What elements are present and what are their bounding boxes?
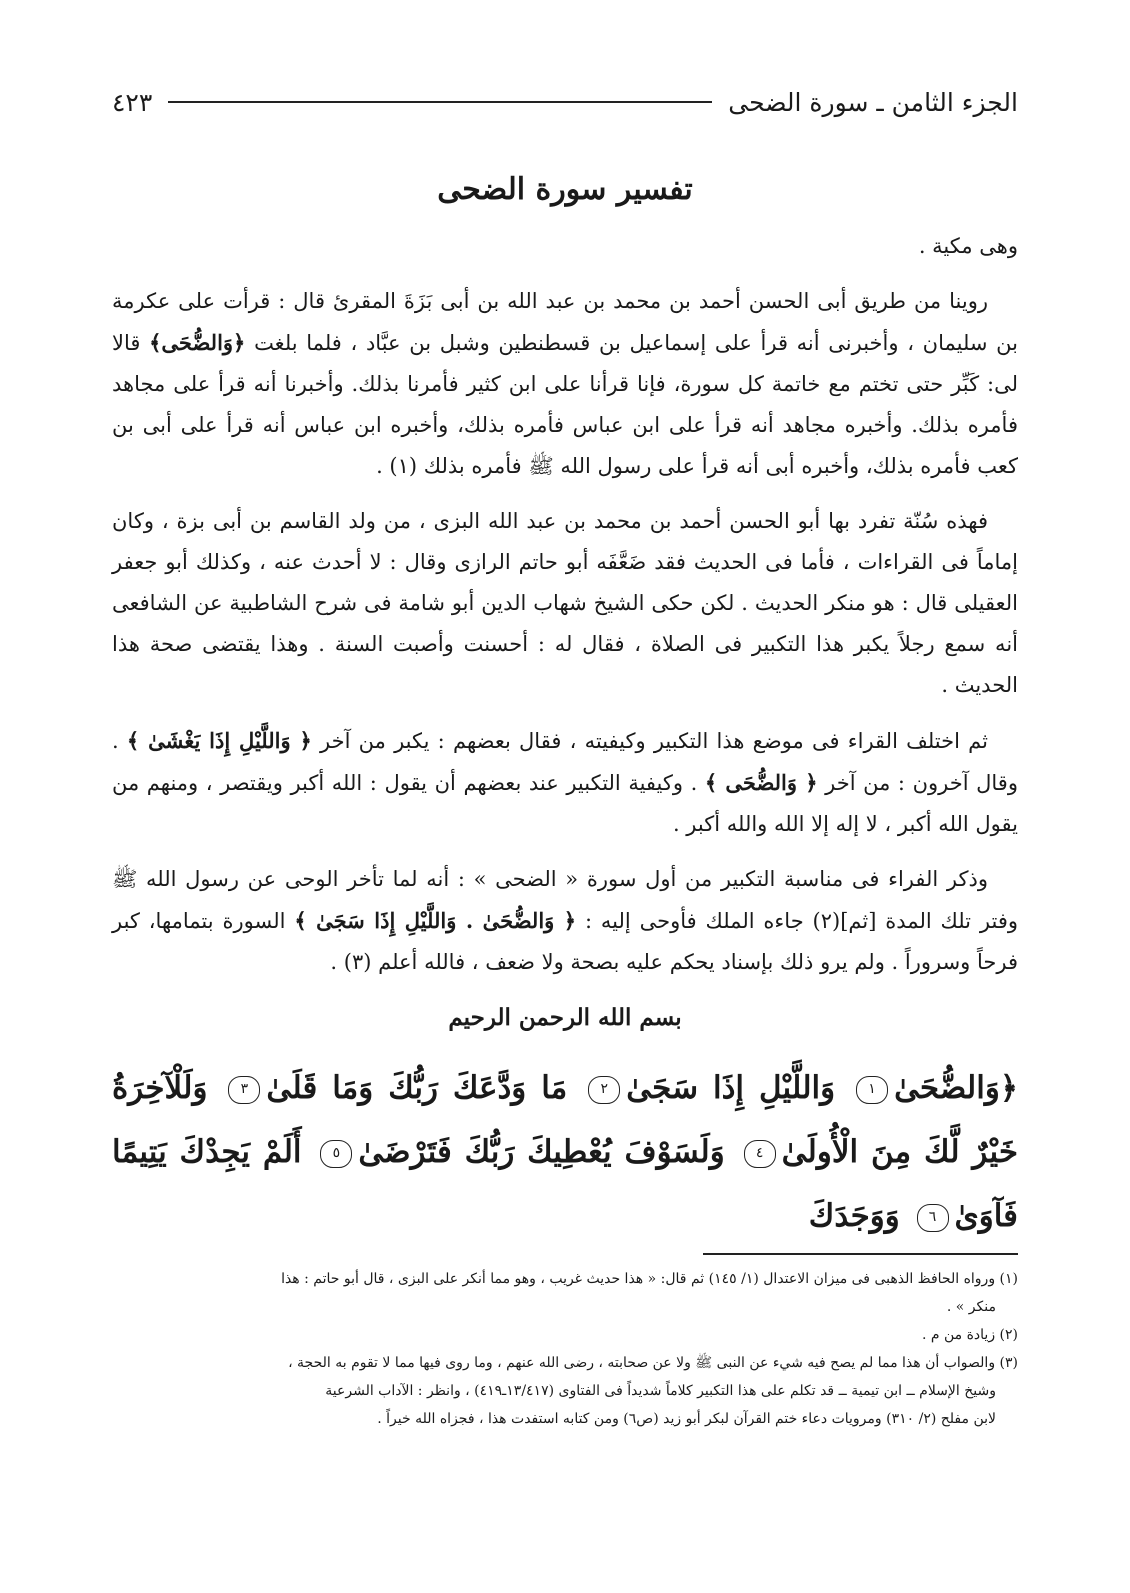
running-header <box>112 82 1018 122</box>
verse-number: ٣ <box>228 1076 260 1104</box>
verse-number: ٢ <box>588 1076 620 1104</box>
paragraph-text: السورة بتمامها، كبر فرحاً وسروراً . ولم يرو ذلك بإسناد يحكم عليه بصحة ولا ضعف ، فالله أعلم (٣) . <box>112 909 1018 974</box>
verse-text: وَوَجَدَكَ <box>808 1198 900 1234</box>
quran-quote: ﴿ وَالضُّحَى ﴾ <box>704 770 818 795</box>
paragraph-text: روينا من طريق أبى الحسن أحمد بن محمد بن عبد الله بن أبى بَزَةَ المقرئ قال : قرأت على عكرمة بن سليمان ، وأخبرنى أنه قرأ على إسماعيل بن قسطنطين وشبل بن عبَّاد ، فلما بلغت <box>112 289 1018 355</box>
quran-verses <box>112 1056 1018 1248</box>
paragraph-text: ثم اختلف القراء فى موضع هذا التكبير وكيفيته ، فقال بعضهم : يكبر من آخر <box>320 729 989 753</box>
verse-text: وَلَسَوْفَ يُعْطِيكَ رَبُّكَ فَتَرْضَىٰ <box>358 1134 725 1170</box>
section-title: تفسير سورة الضحى <box>437 172 693 207</box>
footnote-1: (١) ورواه الحافظ الذهبى فى ميزان الاعتدال (١/ ١٤٥) ثم قال: « هذا حديث غريب ، وهو مما أنكر على البزى ، قال أبو حاتم : هذا <box>281 1271 1018 1287</box>
footnotes <box>112 1265 1018 1433</box>
footnote-1-cont: منكر » . <box>946 1299 996 1315</box>
footnote-3-cont: وشيخ الإسلام ــ ابن تيمية ــ قد تكلم على هذا التكبير كلاماً شديداً فى الفتاوى (١٣/٤١٧ـ٤١٩) ، وانظر : الآداب الشرعية <box>325 1383 996 1399</box>
header-title: الجزء الثامن ـ سورة الضحى <box>728 87 1018 117</box>
footnote-3: (٣) والصواب أن هذا مما لم يصح فيه شيء عن النبى ﷺ ولا عن صحابته ، رضى الله عنهم ، وما روى فيها مما لا تقوم به الحجة ، <box>288 1355 1018 1371</box>
paragraph-farra <box>112 859 1018 983</box>
paragraph-text: قالا لى: كَبِّر حتى تختم مع خاتمة كل سورة، فإنا قرأنا على ابن كثير فأمرنا بذلك. وأخبرنا أنه قرأ على مجاهد فأمره بذلك. وأخبره مجاهد أنه قرأ على ابن عباس فأمره بذلك، وأخبره ابن عباس أنه قرأ على أبى بن كعب فأمره بذلك، وأخبره أبى أنه قرأ على رسول الله ﷺ فأمره بذلك (١) . <box>112 331 1018 478</box>
header-rule <box>168 101 712 103</box>
verse-text: وَاللَّيْلِ إِذَا سَجَىٰ <box>626 1070 836 1106</box>
paragraph-text: . وقال آخرون : من آخر <box>112 729 1018 795</box>
main-text <box>112 226 1018 1248</box>
verse-number: ١ <box>856 1076 888 1104</box>
quran-quote: ﴿ وَالضُّحَىٰ . وَاللَّيْلِ إِذَا سَجَىٰ ﴾ <box>294 908 577 933</box>
quran-quote: ﴿وَالضُّحَى﴾ <box>149 330 246 355</box>
verse-text: وَلَلْآخِرَةُ خَيْرٌ لَّكَ مِنَ الْأُولَىٰ <box>112 1070 1019 1170</box>
verse-text: مَا وَدَّعَكَ رَبُّكَ وَمَا قَلَىٰ <box>266 1070 568 1106</box>
paragraph-sunnah: فهذه سُنّة تفرد بها أبو الحسن أحمد بن محمد بن عبد الله البزى ، من ولد القاسم بن أبى بزة ، وكان إماماً فى القراءات ، فأما فى الحديث فقد ضَعَّفَه أبو حاتم الرازى وقال : لا أحدث عنه ، وكذلك أبو جعفر العقيلى قال : هو منكر الحديث . لكن حكى الشيخ شهاب الدين أبو شامة فى شرح الشاطبية عن الشافعى أنه سمع رجلاً يكبر هذا التكبير فى الصلاة ، فقال له : أحسنت وأصبت السنة . وهذا يقتضى صحة هذا الحديث . <box>112 509 1018 697</box>
verse-number: ٦ <box>917 1204 949 1232</box>
quran-quote: ﴿ وَاللَّيْلِ إِذَا يَغْشَىٰ ﴾ <box>126 728 312 753</box>
verse-number: ٥ <box>320 1140 352 1168</box>
verse-number: ٤ <box>744 1140 776 1168</box>
footnote-rule <box>703 1253 1018 1255</box>
paragraph-text: وذكر الفراء فى مناسبة التكبير من أول سورة « الضحى » : أنه لما تأخر الوحى عن رسول الله ﷺ وفتر تلك المدة [ثم](٢) جاءه الملك فأوحى إليه : <box>112 867 1018 933</box>
quran-bracket: ﴿ <box>999 1070 1018 1106</box>
basmala: بسم الله الرحمن الرحيم <box>448 1004 682 1031</box>
paragraph-takbir <box>112 720 1018 845</box>
footnote-3-cont: لابن مفلح (٢/ ٣١٠) ومرويات دعاء ختم القرآن لبكر أبو زيد (ص٦) ومن كتابه استفدت هذا ، فجزاه الله خيراً . <box>377 1411 996 1427</box>
footnote-2: (٢) زيادة من م . <box>921 1327 1018 1343</box>
paragraph-text: . وكيفية التكبير عند بعضهم أن يقول : الله أكبر ويقتصر ، ومنهم من يقول الله أكبر ، لا إله إلا الله والله أكبر . <box>112 771 1018 836</box>
verse-text: وَالضُّحَىٰ <box>894 1070 1000 1106</box>
verse-text: أَلَمْ يَجِدْكَ يَتِيمًا فَآوَىٰ <box>112 1134 1018 1234</box>
page-number: ٤٢٣ <box>112 87 153 117</box>
paragraph-makki: وهى مكية . <box>918 234 1018 258</box>
paragraph-narration <box>112 281 1018 487</box>
